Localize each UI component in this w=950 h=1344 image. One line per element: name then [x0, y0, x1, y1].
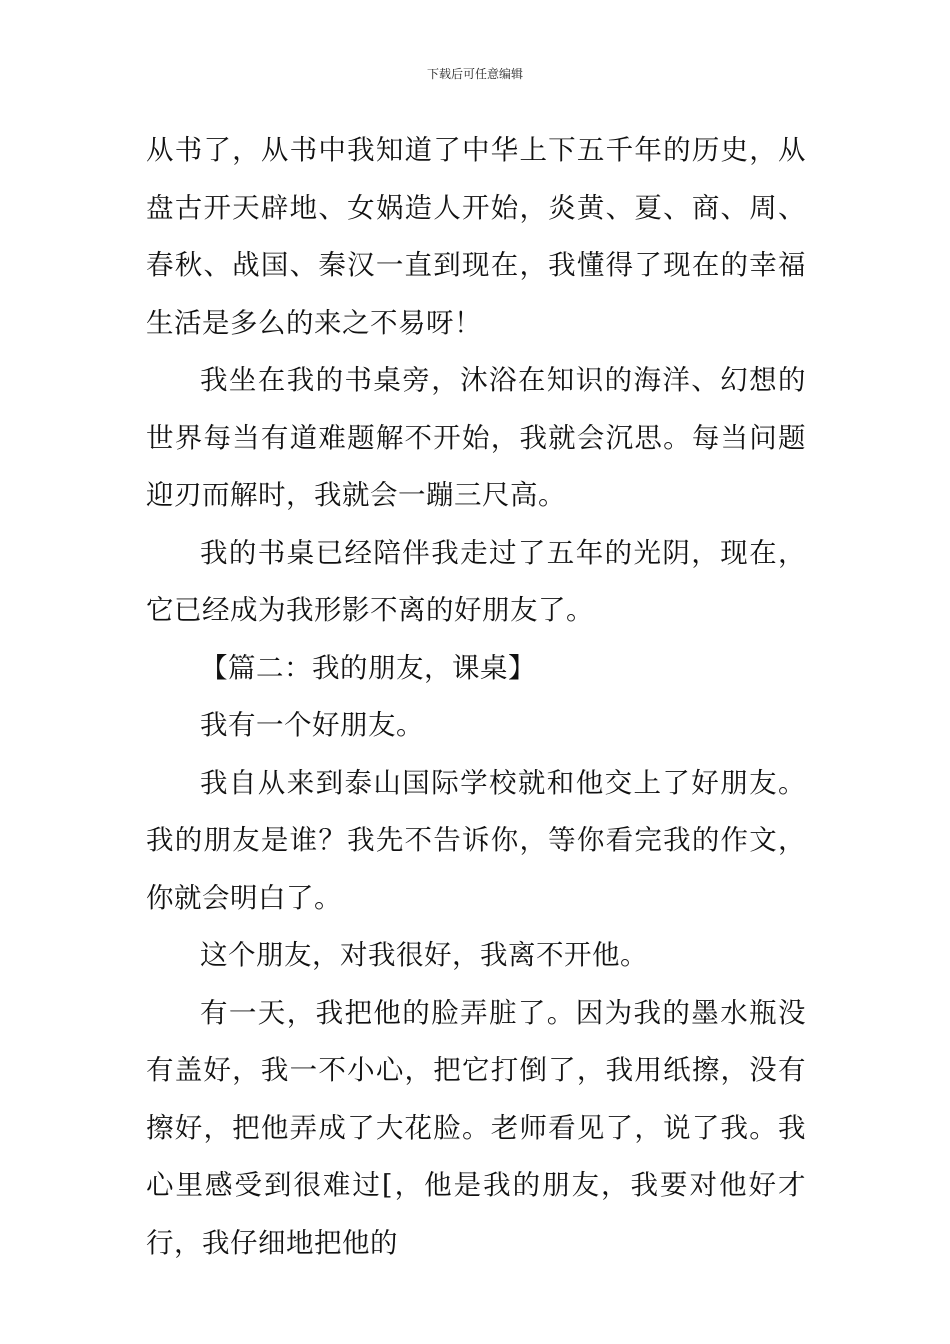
paragraph-have-friend: 我有一个好朋友。 — [200, 709, 424, 741]
section-heading: 【篇二：我的朋友，课桌】 — [200, 651, 536, 684]
paragraph-ink-story: 有一天，我把他的脸弄脏了。因为我的墨水瓶没有盖好，我一不小心，把它打倒了，我用纸擦，没有擦好，把他弄成了大花脸。老师看见了，说了我。我心里感受到很难过[，他是我的朋友，我要对他好才行，我仔细地把他的 — [146, 996, 806, 1259]
paragraph-good-to-me: 这个朋友，对我很好，我离不开他。 — [200, 939, 648, 971]
paragraph-desk-friend: 我的书桌已经陪伴我走过了五年的光阴，现在，它已经成为我形影不离的好朋友了。 — [146, 536, 806, 626]
paragraph-continuation: 从书了，从书中我知道了中华上下五千年的历史，从盘古开天辟地、女娲造人开始，炎黄、夏、商、周、春秋、战国、秦汉一直到现在，我懂得了现在的幸福生活是多么的来之不易呀！ — [146, 134, 806, 339]
document-body — [146, 122, 806, 1272]
paragraph-desk-study: 我坐在我的书桌旁，沐浴在知识的海洋、幻想的世界每当有道难题解不开始，我就会沉思。每当问题迎刃而解时，我就会一蹦三尺高。 — [146, 364, 806, 511]
paragraph-who-friend: 我自从来到泰山国际学校就和他交上了好朋友。我的朋友是谁？我先不告诉你，等你看完我的作文，你就会明白了。 — [146, 766, 806, 914]
page-header: 下载后可任意编辑 — [426, 67, 523, 81]
